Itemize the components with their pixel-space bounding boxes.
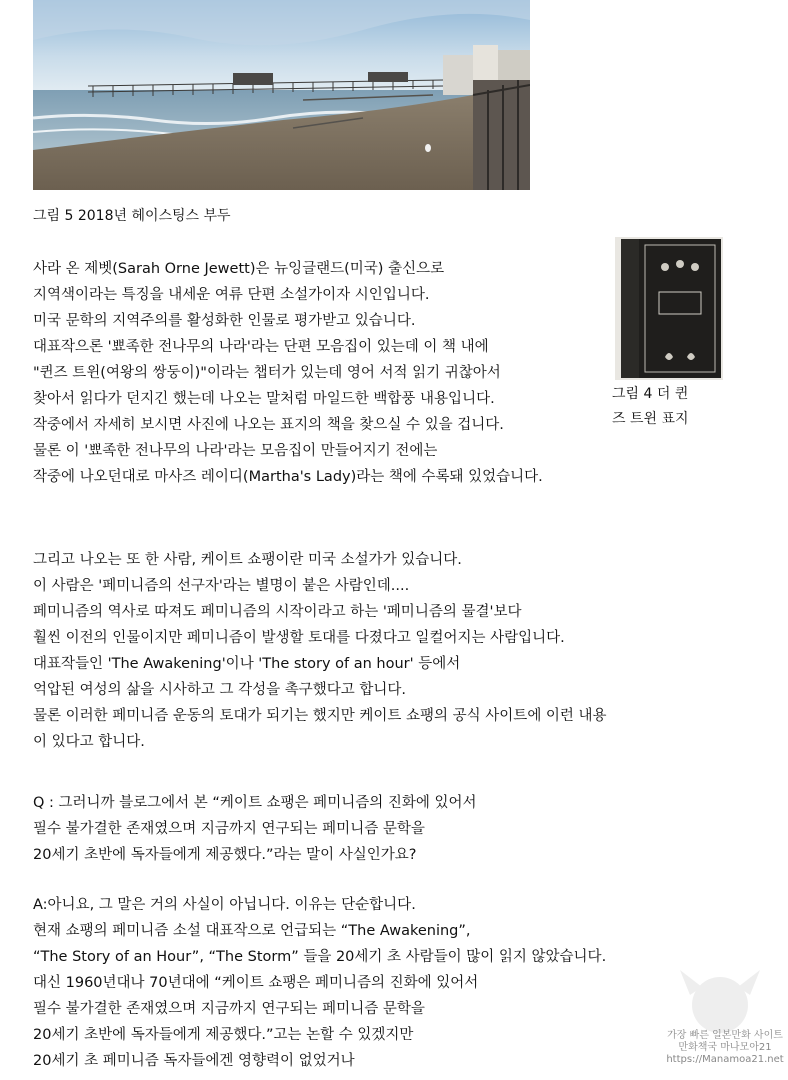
text-line: 필수 불가결한 존재였으며 지금까지 연구되는 페미니즘 문학을 (33, 821, 425, 837)
text-line: 필수 불가결한 존재였으며 지금까지 연구되는 페미니즘 문학을 (33, 1001, 425, 1017)
paragraph-answer (33, 892, 606, 1074)
text-line: 20세기 초 페미니즘 독자들에겐 영향력이 없었거나 (33, 1053, 355, 1069)
figure4-caption (612, 382, 732, 432)
text-line: 찾아서 읽다가 던지긴 했는데 나오는 말처럼 마일드한 백합풍 내용입니다. (33, 391, 495, 407)
figure4-caption-line2: 즈 트윈 표지 (612, 411, 689, 427)
paragraph-question (33, 790, 476, 868)
watermark-text (665, 1030, 785, 1066)
text-line: 대표작으론 '뾰족한 전나무의 나라'라는 단편 모음집이 있는데 이 책 내에 (33, 339, 489, 355)
text-line: "퀸즈 트윈(여왕의 쌍둥이)"이라는 챕터가 있는데 영어 서적 읽기 귀찮아서 (33, 365, 501, 381)
text-line: 억압된 여성의 삶을 시사하고 그 각성을 촉구했다고 합니다. (33, 682, 407, 698)
text-line: Q : 그러니까 블로그에서 본 “케이트 쇼팽은 페미니즘의 진화에 있어서 (33, 795, 477, 811)
text-line: 이 사람은 '페미니즘의 선구자'라는 별명이 붙은 사람인데.... (33, 578, 410, 594)
text-line: 미국 문학의 지역주의를 활성화한 인물로 평가받고 있습니다. (33, 313, 416, 329)
figure4-caption-line1: 그림 4 더 퀸 (612, 386, 689, 402)
queens-twin-book-cover (615, 237, 723, 380)
text-line: 대신 1960년대나 70년대에 “케이트 쇼팽은 페미니즘의 진화에 있어서 (33, 975, 479, 991)
text-line: 훨씬 이전의 인물이지만 페미니즘이 발생할 토대를 다졌다고 일컬어지는 사람입니다. (33, 630, 565, 646)
watermark-line2: 만화책국 마나모아21 (678, 1042, 772, 1053)
paragraph-jewett (33, 256, 543, 490)
text-line: 작중에서 자세히 보시면 사진에 나오는 표지의 책을 찾으실 수 있을 겁니다. (33, 417, 504, 433)
text-line: 페미니즘의 역사로 따져도 페미니즘의 시작이라고 하는 '페미니즘의 물결'보다 (33, 604, 522, 620)
text-line: 현재 쇼팽의 페미니즘 소설 대표작으로 언급되는 “The Awakening”, (33, 923, 471, 939)
text-line: 20세기 초반에 독자들에게 제공했다.”고는 논할 수 있겠지만 (33, 1027, 414, 1043)
watermark-line1: 가장 빠른 일본만화 사이트 (667, 1030, 783, 1041)
text-line: 대표작들인 'The Awakening'이나 'The story of an hour' 등에서 (33, 656, 461, 672)
text-line: 물론 이러한 페미니즘 운동의 토대가 되기는 했지만 케이트 쇼팽의 공식 사이트에 이런 내용 (33, 708, 607, 724)
text-line: 이 있다고 합니다. (33, 734, 145, 750)
text-line: 사라 온 제벳(Sarah Orne Jewett)은 뉴잉글랜드(미국) 출신으로 (33, 261, 445, 277)
hastings-pier-photo (33, 0, 530, 190)
text-line: 지역색이라는 특징을 내세운 여류 단편 소설가이자 시인입니다. (33, 287, 430, 303)
text-line: A:아니요, 그 말은 거의 사실이 아닙니다. 이유는 단순합니다. (33, 897, 416, 913)
paragraph-chopin (33, 547, 607, 755)
text-line: 그리고 나오는 또 한 사람, 케이트 쇼팽이란 미국 소설가가 있습니다. (33, 552, 462, 568)
figure5-caption: 그림 5 2018년 헤이스팅스 부두 (33, 208, 231, 224)
text-line: 작중에 나오던대로 마사즈 레이디(Martha's Lady)라는 책에 수록돼 있었습니다. (33, 469, 543, 485)
text-line: 20세기 초반에 독자들에게 제공했다.”라는 말이 사실인가요? (33, 847, 417, 863)
watermark-line3: https://Manamoa21.net (666, 1054, 784, 1065)
text-line: 물론 이 '뾰족한 전나무의 나라'라는 모음집이 만들어지기 전에는 (33, 443, 438, 459)
text-line: “The Story of an Hour”, “The Storm” 들을 20세기 초 사람들이 많이 읽지 않았습니다. (33, 949, 607, 965)
